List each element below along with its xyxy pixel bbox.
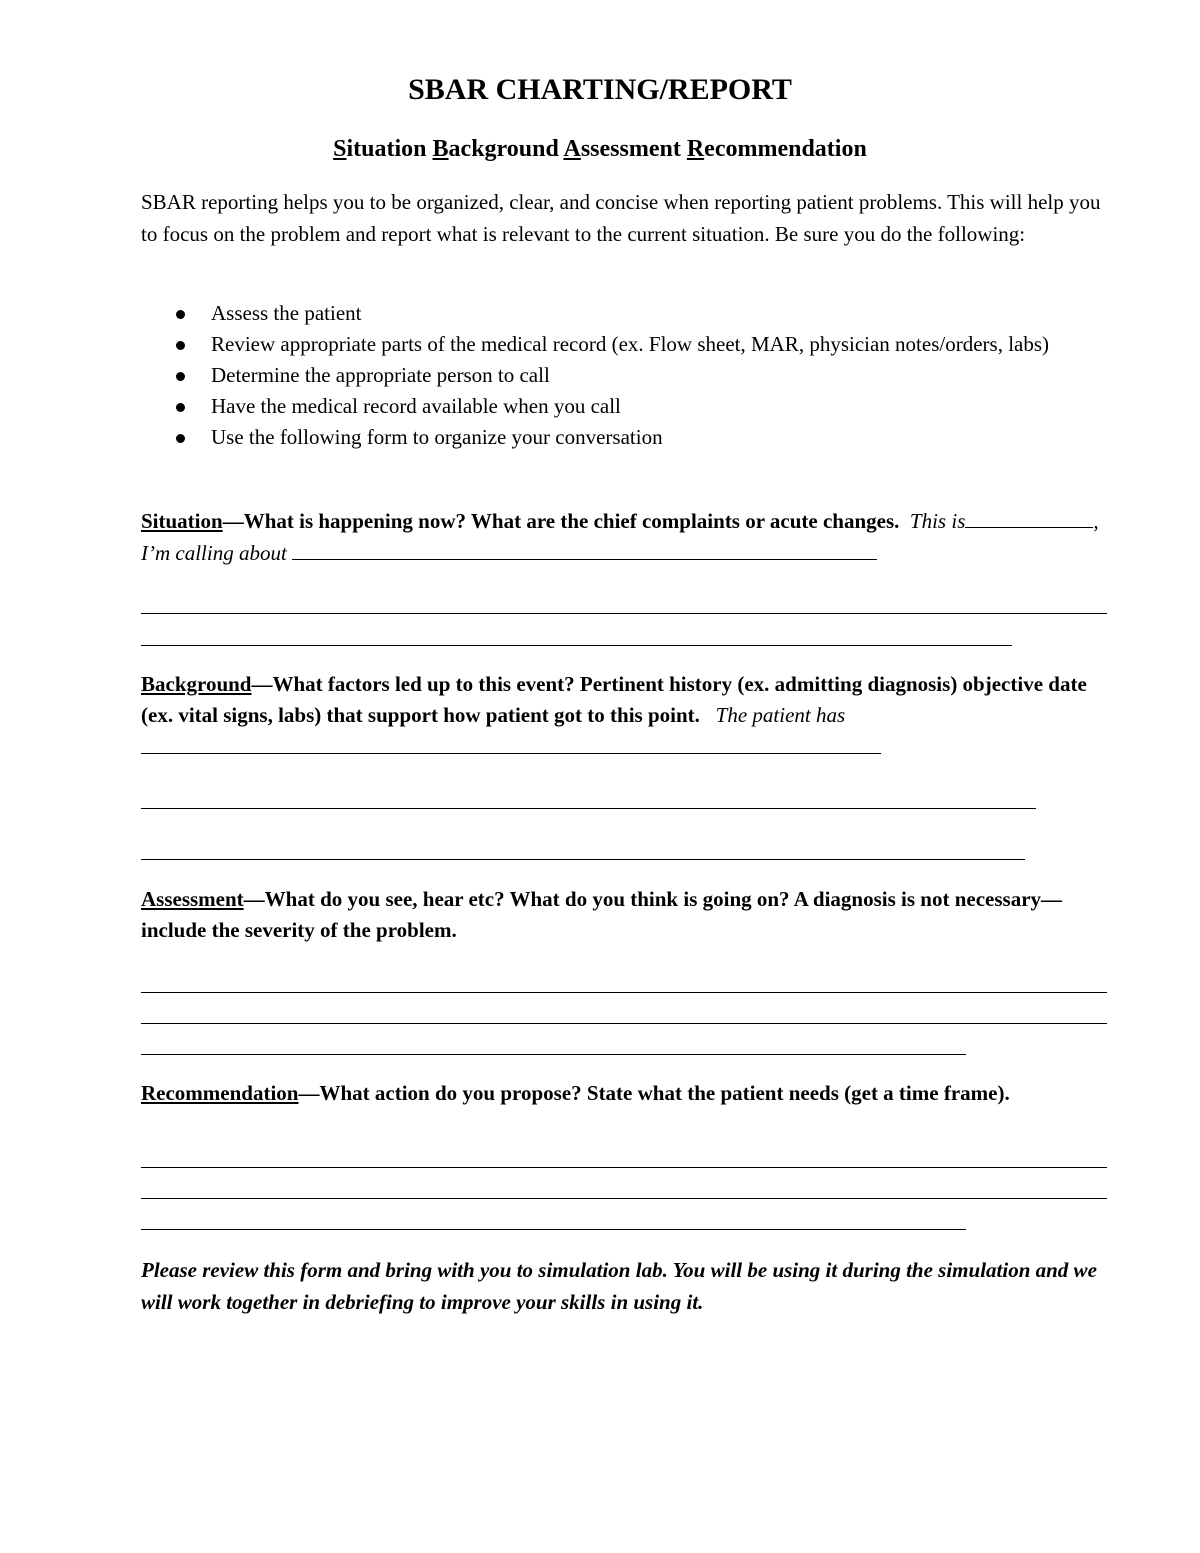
list-item xyxy=(141,391,1106,422)
calling-about-blank[interactable] xyxy=(292,537,877,560)
assessment-answer-line[interactable] xyxy=(141,1054,966,1055)
recommendation-question: —What action do you propose? State what the patient needs (get a time frame). xyxy=(298,1081,1010,1105)
list-item-text: Use the following form to organize your conversation xyxy=(211,425,663,449)
bullet-icon xyxy=(176,310,185,319)
background-prompt: The patient has xyxy=(715,703,846,727)
closing-note: Please review this form and bring with you to simulation lab. You will be using it during the simulation and we will work together in debriefing to improve your skills in using it. xyxy=(141,1258,1097,1314)
background-section xyxy=(141,669,1106,763)
bullet-icon xyxy=(176,434,185,443)
background-answer-line[interactable] xyxy=(141,859,1025,860)
list-item xyxy=(141,422,1106,453)
list-item xyxy=(141,360,1106,391)
list-item xyxy=(141,298,1106,329)
recommendation-section xyxy=(141,1078,1106,1109)
assessment-section xyxy=(141,884,1106,946)
list-item xyxy=(141,329,1106,360)
list-item-text: Assess the patient xyxy=(211,301,362,325)
situation-prompt-this: This is xyxy=(909,509,966,533)
subtitle-word-a: ssessment xyxy=(580,136,687,162)
subtitle-letter-b: B xyxy=(432,136,449,162)
assessment-answer-line[interactable] xyxy=(141,1023,1107,1024)
subtitle-word-r: ecommendation xyxy=(704,136,867,162)
subtitle-letter-s: S xyxy=(333,136,347,162)
caller-name-blank[interactable] xyxy=(965,505,1093,528)
patient-has-blank[interactable] xyxy=(141,731,881,754)
recommendation-answer-line[interactable] xyxy=(141,1167,1107,1168)
intro-paragraph: SBAR reporting helps you to be organized, clear, and concise when reporting patient problems. This will help you to focus on the problem and report what is relevant to the current situation. Be sure you do the following: xyxy=(141,190,1101,246)
checklist xyxy=(141,298,1106,453)
bullet-icon xyxy=(176,403,185,412)
page-title: SBAR CHARTING/REPORT xyxy=(408,73,792,106)
list-item-text: Review appropriate parts of the medical record (ex. Flow sheet, MAR, physician notes/orders, labs) xyxy=(211,332,1050,356)
bullet-icon xyxy=(176,372,185,381)
bullet-icon xyxy=(176,341,185,350)
assessment-question: —What do you see, hear etc? What do you think is going on? A diagnosis is not necessary—include the severity of the problem. xyxy=(141,887,1063,942)
recommendation-heading: Recommendation xyxy=(141,1081,299,1105)
situation-answer-line[interactable] xyxy=(141,613,1107,614)
assessment-heading: Assessment xyxy=(141,887,244,911)
subtitle-letter-a: A xyxy=(563,136,581,162)
assessment-answer-line[interactable] xyxy=(141,992,1107,993)
background-question: —What factors led up to this event? Pertinent history (ex. admitting diagnosis) objective date (ex. vital signs, labs) that support how patient got to this point. xyxy=(141,672,1087,727)
subtitle-word-s: ituation xyxy=(346,136,433,162)
situation-heading: Situation xyxy=(141,509,223,533)
list-item-text: Have the medical record available when you call xyxy=(211,394,621,418)
page-subtitle xyxy=(0,134,1200,164)
situation-section xyxy=(141,505,1106,569)
situation-prompt-calling: , I’m calling about xyxy=(141,509,1099,565)
situation-answer-line[interactable] xyxy=(141,645,1012,646)
recommendation-answer-line[interactable] xyxy=(141,1198,1107,1199)
list-item-text: Determine the appropriate person to call xyxy=(211,363,550,387)
background-answer-line[interactable] xyxy=(141,808,1036,809)
background-heading: Background xyxy=(141,672,252,696)
recommendation-answer-line[interactable] xyxy=(141,1229,966,1230)
subtitle-letter-r: R xyxy=(686,136,705,162)
subtitle-word-b: ackground xyxy=(448,136,564,162)
situation-question: —What is happening now? What are the chief complaints or acute changes. xyxy=(222,509,900,533)
